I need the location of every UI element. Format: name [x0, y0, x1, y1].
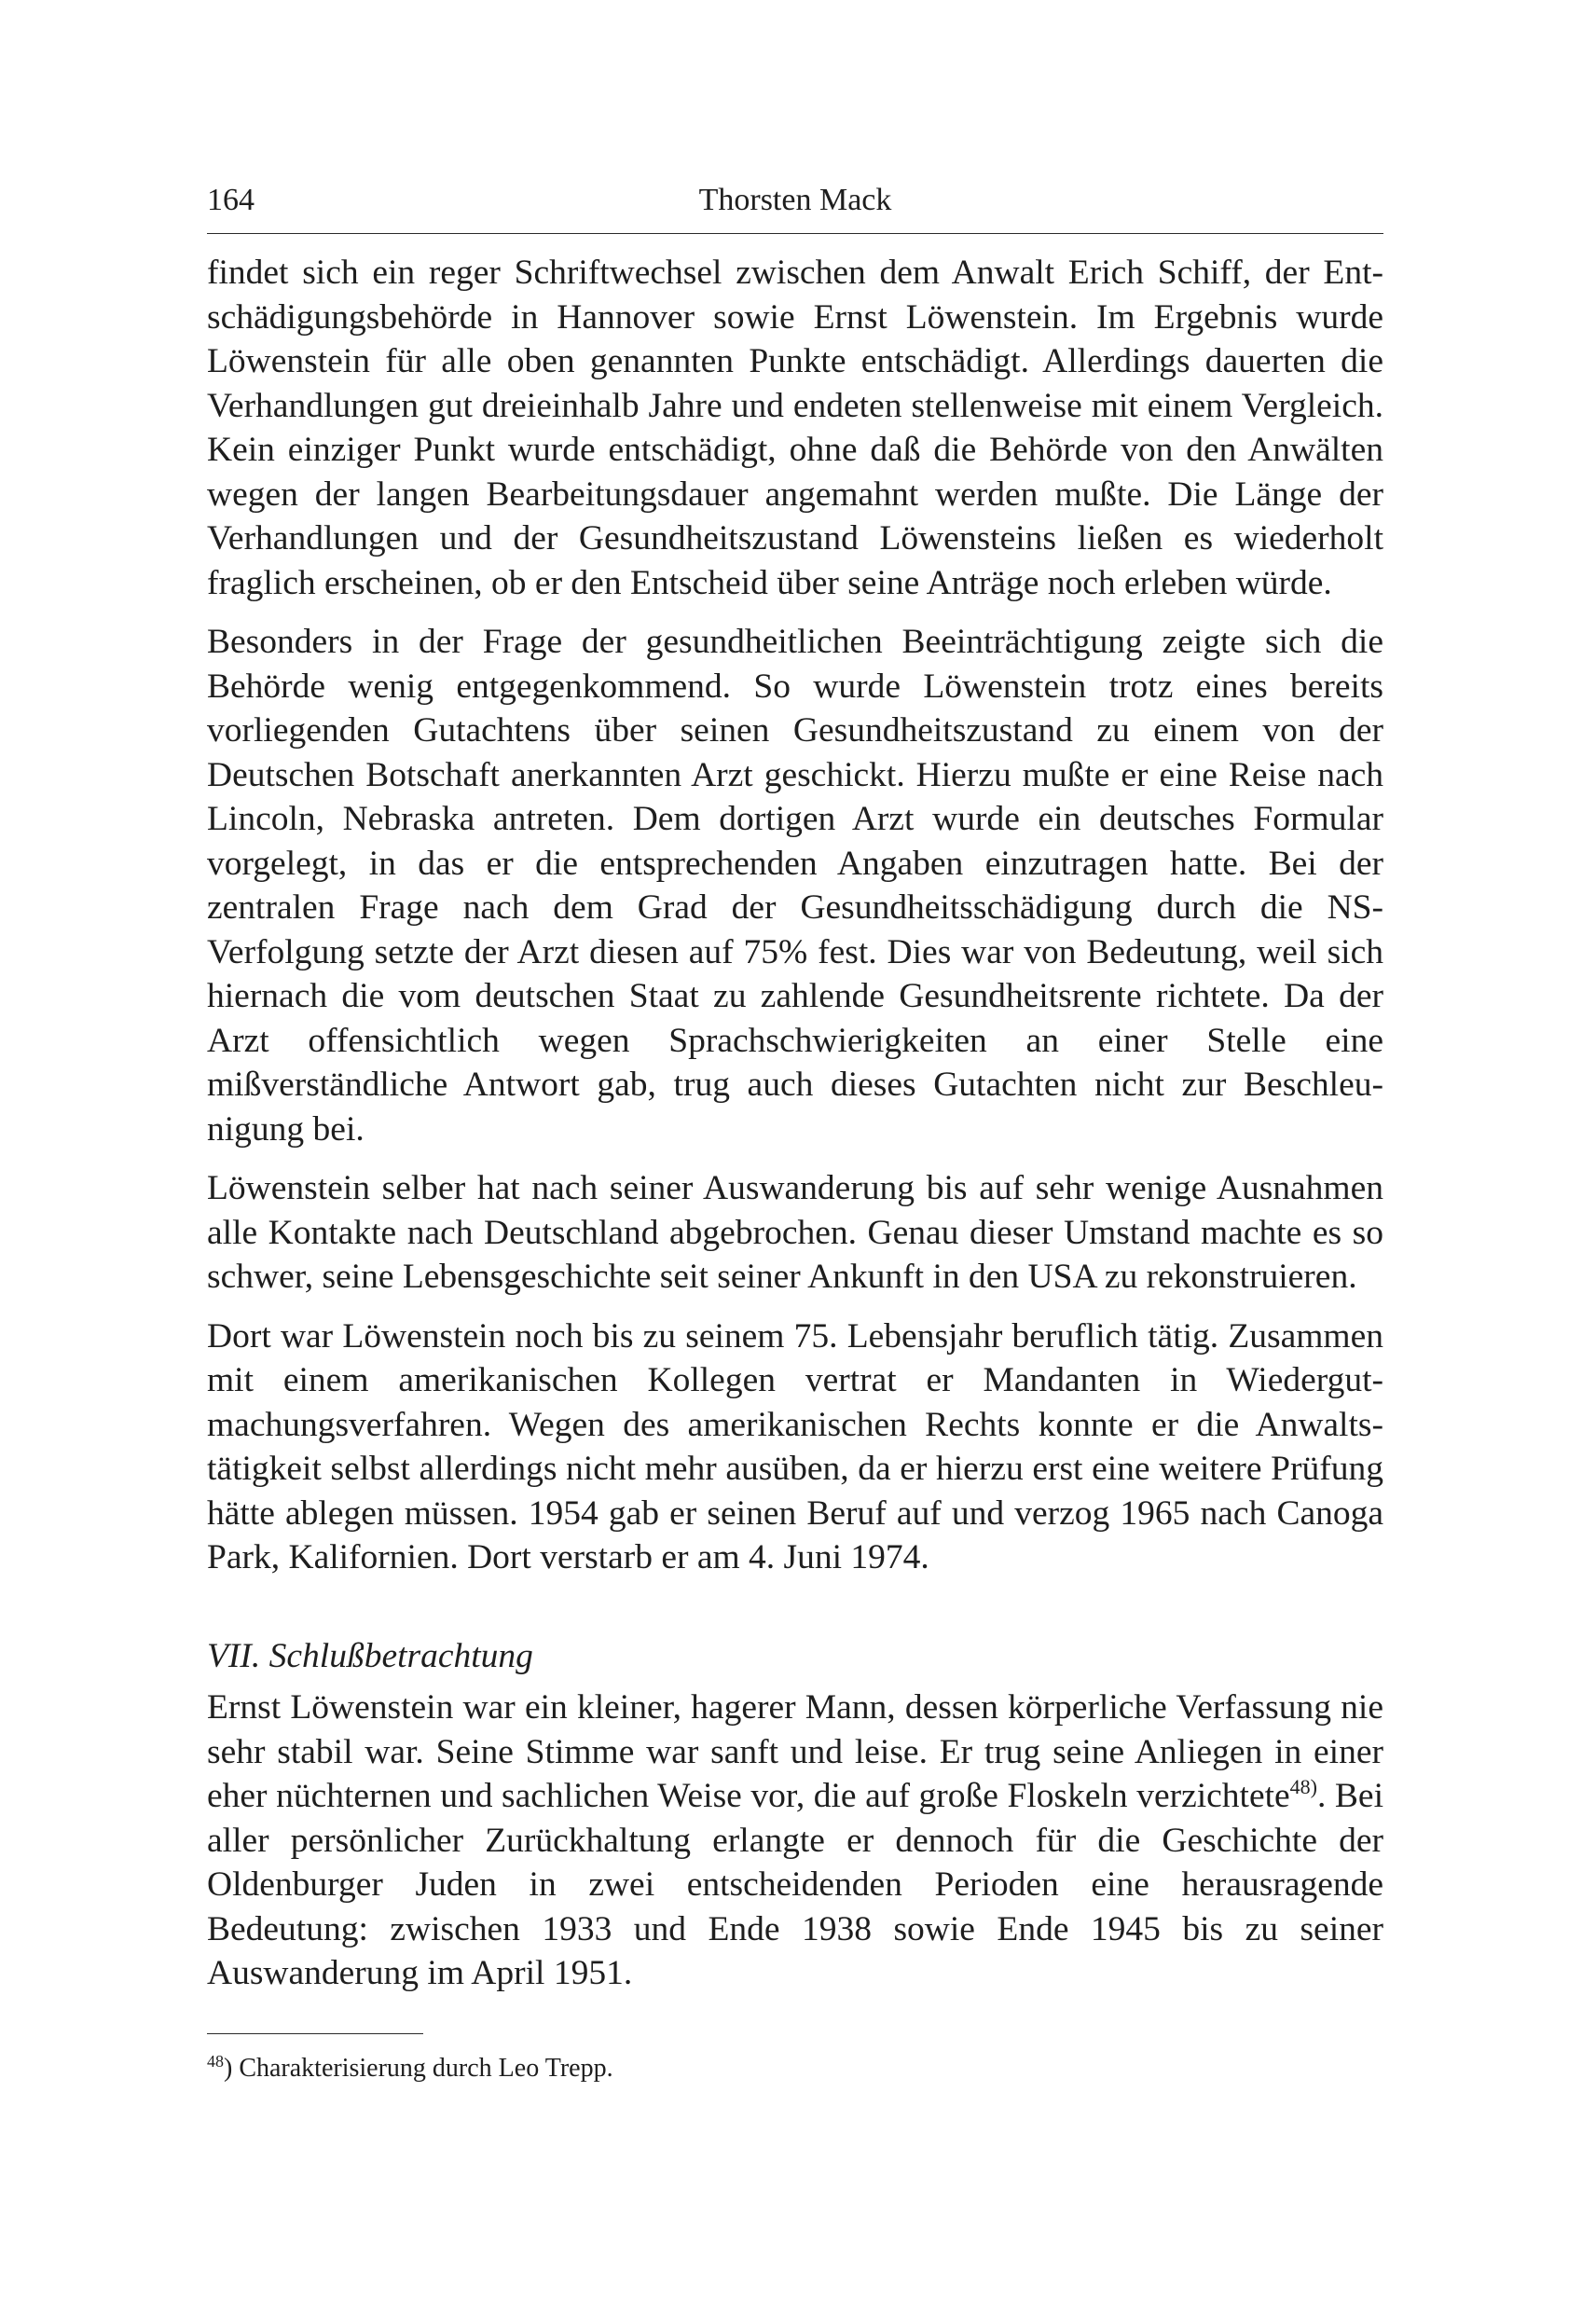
- body-paragraph: Besonders in der Frage der gesundheitlichen Beeinträchtigung zeigte sich die Behörde wenig entgegenkommend. So wurde Löwenstein trotz eines bereits vorliegenden Gutachtens über seinen Gesundheitszustand zu einem von der Deutschen Botschaft anerkannten Arzt geschickt. Hierzu mußte er eine Reise nach Lincoln, Nebraska antreten. Dem dortigen Arzt wurde ein deutsches Formular vorgelegt, in das er die entsprechenden Angaben einzutragen hatte. Bei der zentralen Frage nach dem Grad der Gesundheitsschädigung durch die NS-Verfolgung setzte der Arzt diesen auf 75% fest. Dies war von Bedeutung, weil sich hiernach die vom deutschen Staat zu zahlende Gesundheitsrente richtete. Da der Arzt offensichtlich wegen Sprachschwierigkeiten an einer Stelle eine mißverständliche Antwort gab, trug auch dieses Gutachten nicht zur Beschleunigung bei.: [207, 623, 1383, 1149]
- footnote-reference[interactable]: 48): [1289, 1775, 1317, 1798]
- body-paragraph: Löwenstein selber hat nach seiner Auswanderung bis auf sehr wenige Ausnahmen alle Kontakte nach Deutschland abgebrochen. Genau dieser Umstand machte es so schwer, seine Lebensgeschichte seit seiner Ankunft in den USA zu rekonstruieren.: [207, 1169, 1383, 1296]
- header-rule: [207, 233, 1383, 234]
- footnote-paren: ): [224, 2053, 233, 2083]
- running-head: [207, 177, 1383, 224]
- page-number: 164: [207, 183, 255, 217]
- body-paragraph: findet sich ein reger Schriftwechsel zwischen dem Anwalt Erich Schiff, der Entschädigungsbehörde in Hannover sowie Ernst Löwenstein. Im Ergebnis wurde Löwenstein für alle oben genannten Punkte entschädigt. Allerdings dauerten die Verhandlungen gut dreieinhalb Jahre und endeten stellenweise mit einem Vergleich. Kein einziger Punkt wurde entschädigt, ohne daß die Behörde von den Anwälten wegen der langen Bearbeitungsdauer angemahnt werden mußte. Die Länge der Verhandlungen und der Gesundheitszustand Löwensteins ließen es wiederholt fraglich erscheinen, ob er den Entscheid über seine Anträge noch erleben würde.: [207, 254, 1383, 602]
- conclusion-text-start: Ernst Löwenstein war ein kleiner, hagerer Mann, dessen körperliche Verfassung nie sehr stabil war. Seine Stimme war sanft und leise. Er trug seine Anliegen in einer eher nüchternen und sachlichen Weise vor, die auf große Floskeln verzichtete: [207, 1688, 1383, 1815]
- footnote-number: 48: [207, 2051, 224, 2071]
- body-paragraph: Dort war Löwenstein noch bis zu seinem 75. Lebensjahr beruflich tätig. Zusammen mit einem amerikanischen Kollegen vertrat er Mandanten in Wiedergutmachungsverfahren. Wegen des amerikanischen Rechts konnte er die Anwaltstätigkeit selbst allerdings nicht mehr ausüben, da er hierzu erst eine weitere Prüfung hätte ablegen müssen. 1954 gab er seinen Beruf auf und verzog 1965 nach Canoga Park, Kalifornien. Dort verstarb er am 4. Juni 1974.: [207, 1316, 1383, 1576]
- section-heading: VII. Schlußbetrachtung: [207, 1636, 533, 1675]
- conclusion-paragraph: [207, 1686, 1383, 1996]
- running-title: Thorsten Mack: [698, 183, 892, 217]
- book-page: [207, 177, 1383, 2086]
- footnote: [207, 2051, 1383, 2086]
- footnote-rule: [207, 2033, 423, 2034]
- conclusion-text-end: . Bei aller persönlicher Zurückhaltung erlangte er dennoch für die Geschichte der Oldenburger Juden in zwei entscheidenden Perioden eine herausragende Bedeutung: zwischen 1933 und Ende 1938 sowie Ende 1945 bis zu seiner Auswanderung im April 1951.: [207, 1777, 1383, 1992]
- footnote-text: Charakterisierung durch Leo Trepp.: [232, 2053, 613, 2083]
